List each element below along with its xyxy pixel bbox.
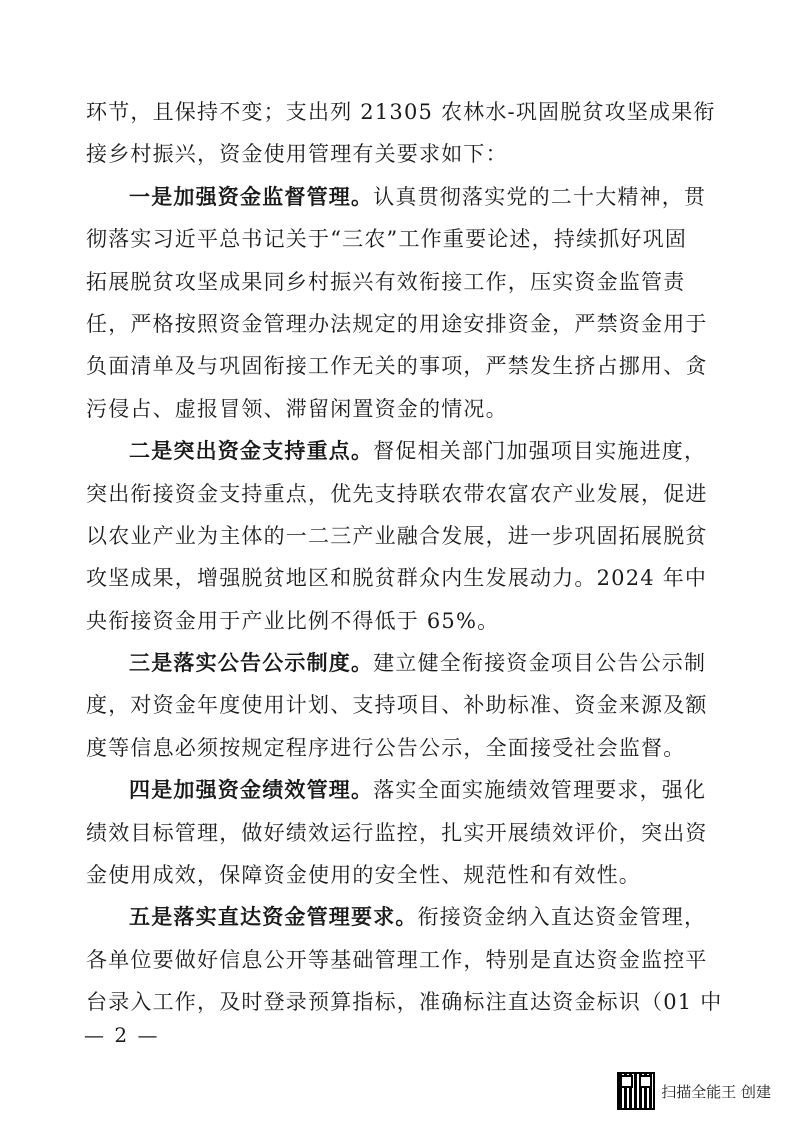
line-text: 攻坚成果，增强脱贫地区和脱贫群众内生发展动力。2024 年中	[86, 566, 708, 591]
line-text: 台录入工作，及时登录预算指标，准确标注直达资金标识（01 中	[86, 990, 723, 1015]
line-text: 认真贯彻落实党的二十大精神，贯	[373, 184, 707, 209]
text-line	[86, 394, 708, 424]
text-line	[86, 945, 708, 975]
line-text: 各单位要做好信息公开等基础管理工作，特别是直达资金监控平	[86, 947, 708, 972]
text-line	[86, 224, 708, 254]
text-line	[86, 775, 708, 805]
line-text: 央衔接资金用于产业比例不得低于 65%。	[86, 608, 500, 633]
line-text: 绩效目标管理，做好绩效运行监控，扎实开展绩效评价，突出资	[86, 820, 708, 845]
line-text: 拓展脱贫攻坚成果同乡村振兴有效衔接工作，压实资金监管责	[86, 269, 686, 294]
section-heading: 四是加强资金绩效管理。	[129, 778, 374, 803]
text-line	[86, 818, 708, 848]
text-line	[86, 648, 708, 678]
section-heading: 二是突出资金支持重点。	[129, 439, 374, 464]
text-line	[86, 987, 723, 1017]
text-line	[86, 309, 708, 339]
line-text: 度，对资金年度使用计划、支持项目、补助标准、资金来源及额	[86, 693, 708, 718]
text-line	[86, 733, 708, 763]
line-text: 落实全面实施绩效管理要求，强化	[373, 778, 707, 803]
text-line	[86, 351, 708, 381]
scanner-watermark	[617, 1072, 771, 1110]
line-text: 衔接资金纳入直达资金管理，	[417, 905, 707, 930]
line-text: 建立健全衔接资金项目公告公示制	[373, 651, 707, 676]
text-line	[86, 860, 708, 890]
line-text: 度等信息必须按规定程序进行公告公示，全面接受社会监督。	[86, 735, 686, 760]
line-text: 环节，且保持不变；支出列 21305 农林水-巩固脱贫攻坚成果衔	[86, 100, 716, 124]
section-heading: 三是落实公告公示制度。	[129, 651, 374, 676]
line-text: 彻落实习近平总书记关于“三农”工作重要论述，持续抓好巩固	[86, 227, 688, 252]
line-text: 突出衔接资金支持重点，优先支持联农带农富农产业发展，促进	[86, 481, 708, 506]
text-line	[86, 436, 708, 466]
watermark-text: 扫描全能王 创建	[661, 1082, 771, 1101]
text-line	[86, 606, 708, 636]
text-line	[86, 267, 708, 297]
text-line	[86, 690, 708, 720]
line-text: 金使用成效，保障资金使用的安全性、规范性和有效性。	[86, 863, 641, 888]
qr-code-icon	[617, 1072, 655, 1110]
text-line	[86, 139, 708, 169]
text-line	[86, 521, 708, 551]
section-heading: 一是加强资金监督管理。	[129, 184, 374, 209]
text-line	[86, 563, 708, 593]
page-number: — 2 —	[84, 1023, 160, 1047]
body-text	[86, 97, 723, 1030]
text-line	[86, 97, 716, 127]
line-text: 接乡村振兴，资金使用管理有关要求如下：	[86, 142, 508, 167]
line-text: 督促相关部门加强项目实施进度，	[373, 439, 707, 464]
section-heading: 五是落实直达资金管理要求。	[129, 905, 418, 930]
text-line	[86, 479, 708, 509]
text-line	[86, 902, 708, 932]
line-text: 任，严格按照资金管理办法规定的用途安排资金，严禁资金用于	[86, 311, 708, 336]
line-text: 污侵占、虚报冒领、滞留闲置资金的情况。	[86, 396, 508, 421]
line-text: 以农业产业为主体的一二三产业融合发展，进一步巩固拓展脱贫	[86, 523, 708, 548]
line-text: 负面清单及与巩固衔接工作无关的事项，严禁发生挤占挪用、贪	[86, 354, 708, 379]
text-line	[86, 182, 708, 212]
